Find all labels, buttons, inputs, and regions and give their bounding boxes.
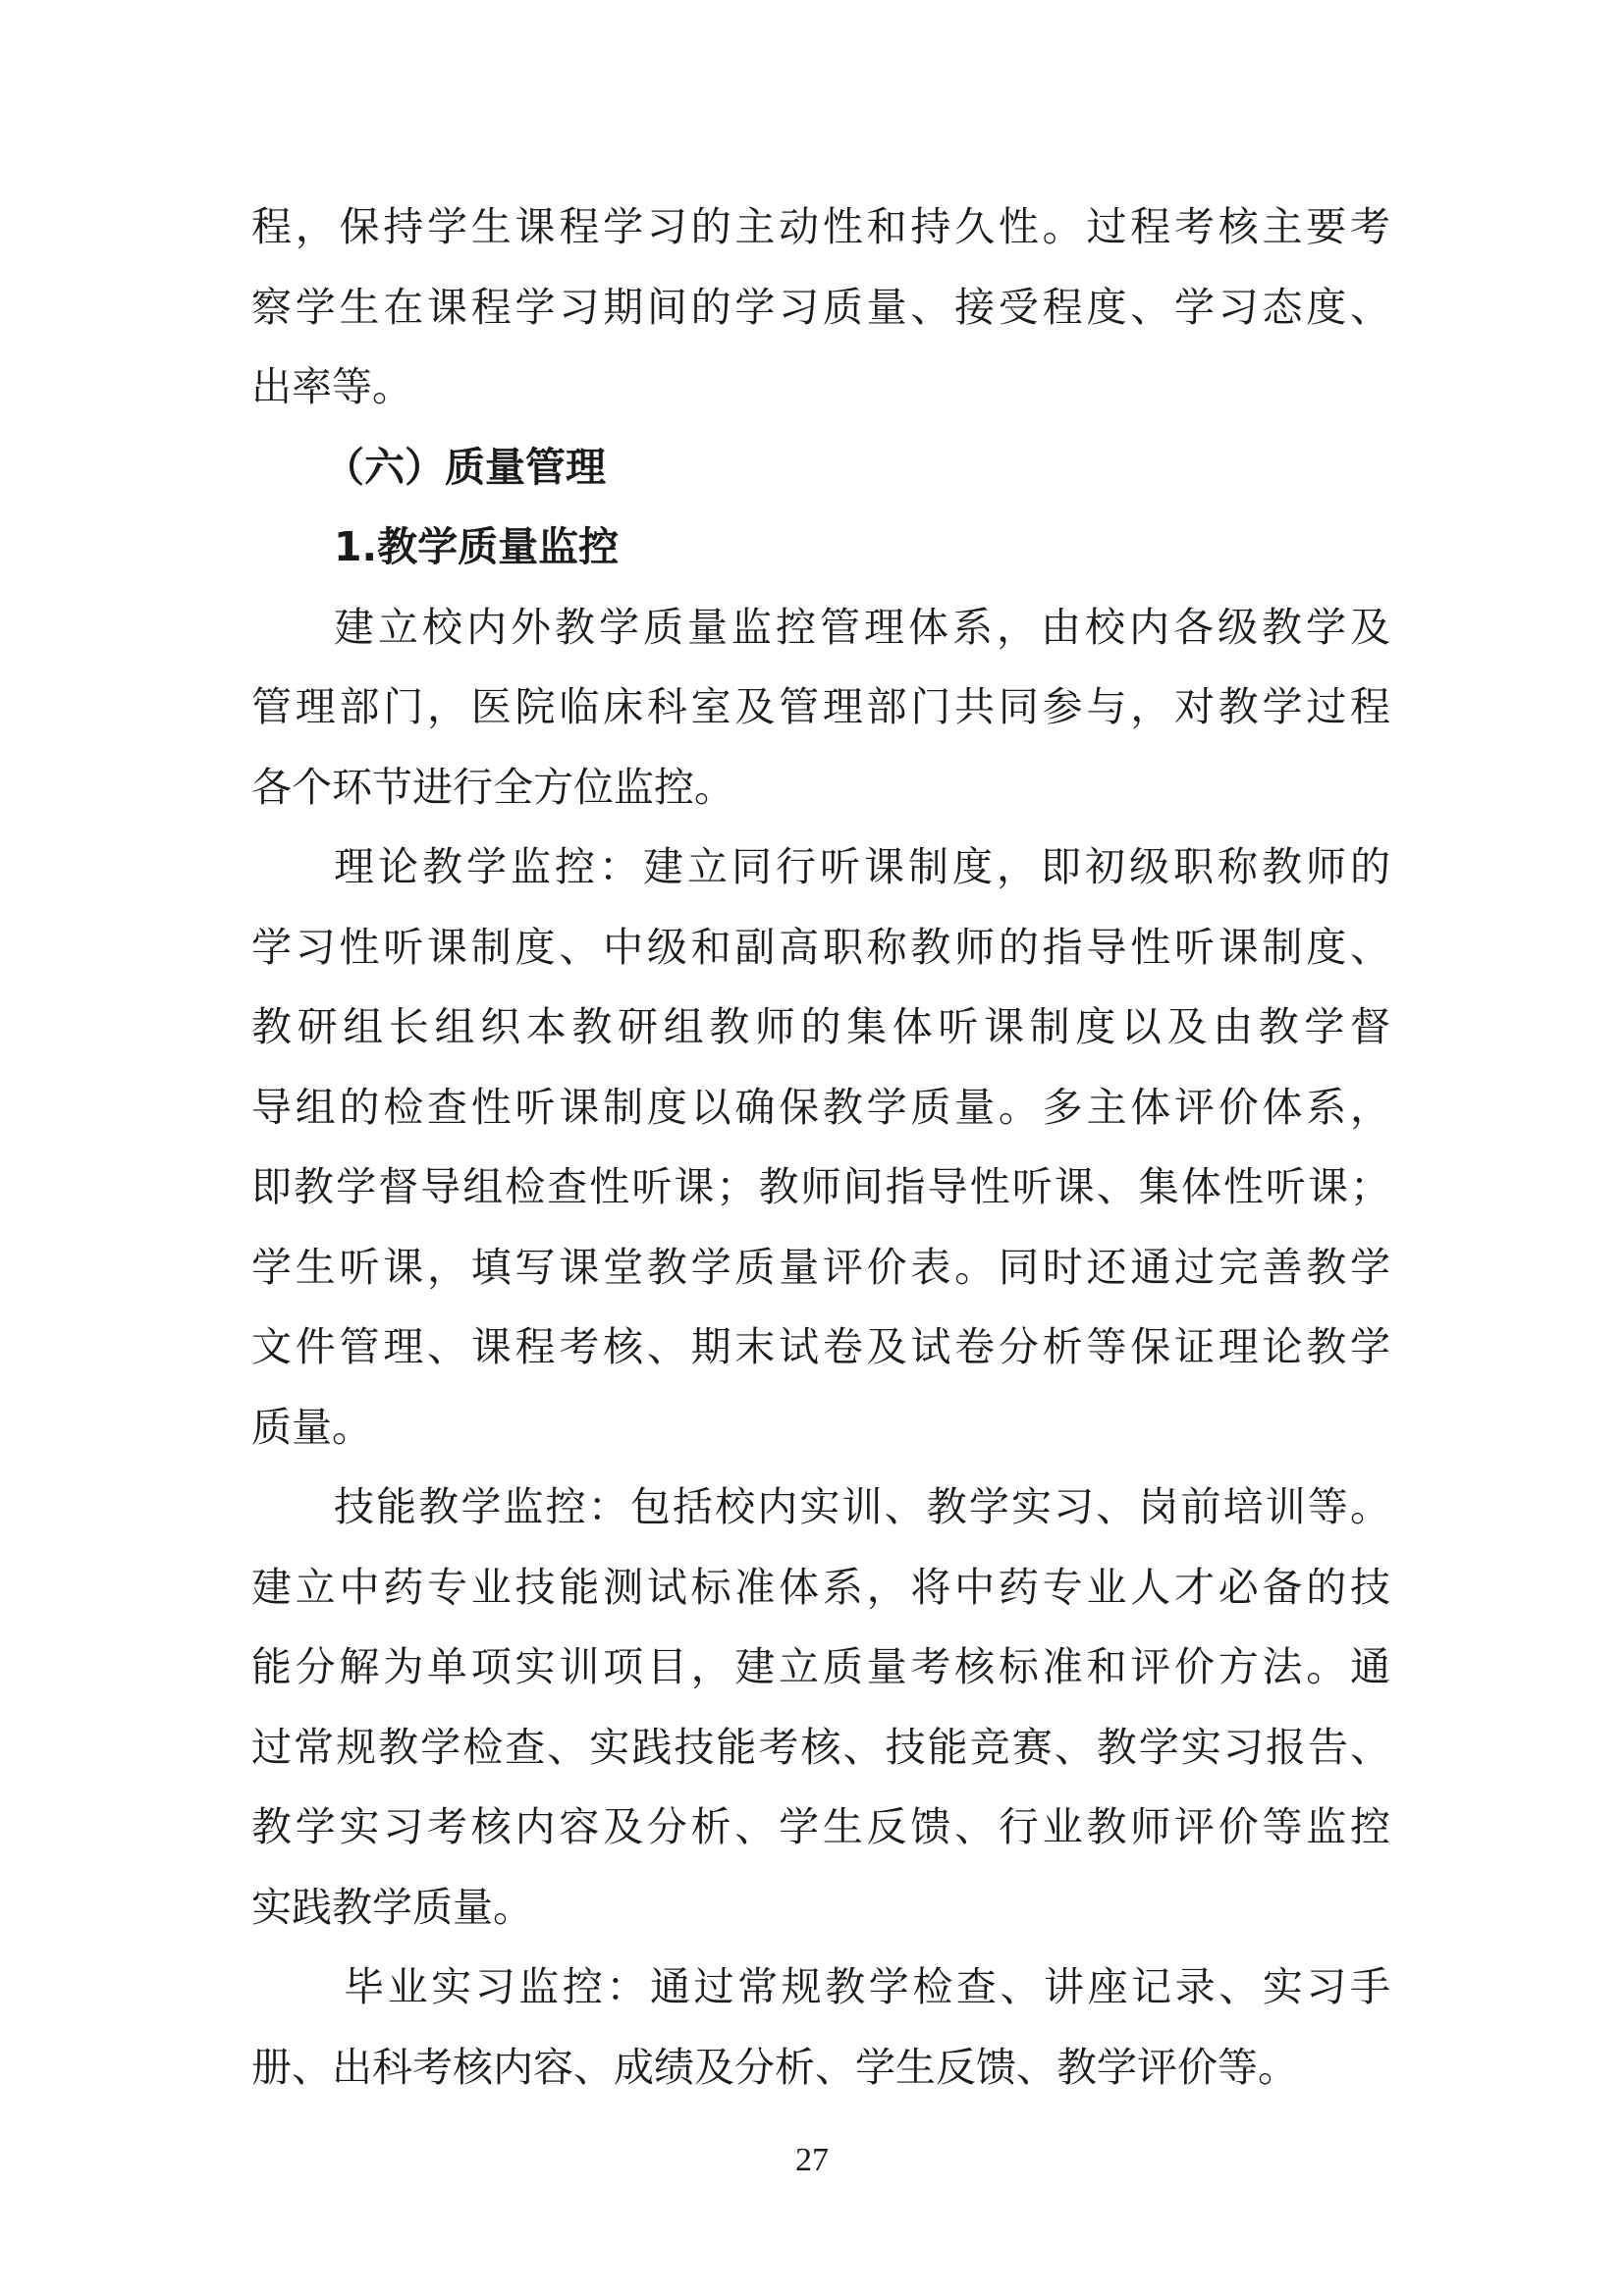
body-text-line: 质量。 xyxy=(251,1403,372,1451)
body-text-line: 技能教学监控：包括校内实训、教学实习、岗前培训等。 xyxy=(334,1483,1390,1530)
body-text-line: 册、出科考核内容、成绩及分析、学生反馈、教学评价等。 xyxy=(251,2043,1298,2091)
body-text-line: 察学生在课程学习期间的学习质量、接受程度、学习态度、 xyxy=(251,283,1390,331)
body-text-line: 建立校内外教学质量监控管理体系，由校内各级教学及 xyxy=(334,603,1390,651)
body-text-line: 文件管理、课程考核、期末试卷及试卷分析等保证理论教学 xyxy=(251,1323,1390,1370)
body-text-line: 学生听课，填写课堂教学质量评价表。同时还通过完善教学 xyxy=(251,1243,1390,1291)
section-heading: （六）质量管理 xyxy=(324,443,606,491)
body-text-line: 理论教学监控：建立同行听课制度，即初级职称教师的 xyxy=(334,843,1390,890)
body-text-line: 实践教学质量。 xyxy=(251,1883,533,1931)
body-text-line: 毕业实习监控：通过常规教学检查、讲座记录、实习手 xyxy=(344,1963,1390,2010)
body-text-line: 建立中药专业技能测试标准体系，将中药专业人才必备的技 xyxy=(251,1563,1390,1611)
body-text-line: 教学实习考核内容及分析、学生反馈、行业教师评价等监控 xyxy=(251,1803,1390,1850)
body-text-line: 程，保持学生课程学习的主动性和持久性。过程考核主要考 xyxy=(251,203,1390,250)
body-text-line: 学习性听课制度、中级和副高职称教师的指导性听课制度、 xyxy=(251,923,1390,971)
body-text-line: 出率等。 xyxy=(251,363,412,410)
body-text-line: 导组的检查性听课制度以确保教学质量。多主体评价体系， xyxy=(251,1083,1390,1131)
subsection-heading: 1.教学质量监控 xyxy=(334,523,620,570)
body-text-line: 过常规教学检查、实践技能考核、技能竞赛、教学实习报告、 xyxy=(251,1723,1390,1771)
body-text-line: 能分解为单项实训项目，建立质量考核标准和评价方法。通 xyxy=(251,1643,1390,1690)
body-text-line: 即教学督导组检查性听课；教师间指导性听课、集体性听课； xyxy=(251,1163,1390,1210)
body-text-line: 教研组长组织本教研组教师的集体听课制度以及由教学督 xyxy=(251,1003,1390,1050)
body-text-line: 各个环节进行全方位监控。 xyxy=(251,763,734,811)
body-text-line: 管理部门，医院临床科室及管理部门共同参与，对教学过程 xyxy=(251,683,1390,730)
page-number: 27 xyxy=(795,2142,829,2178)
